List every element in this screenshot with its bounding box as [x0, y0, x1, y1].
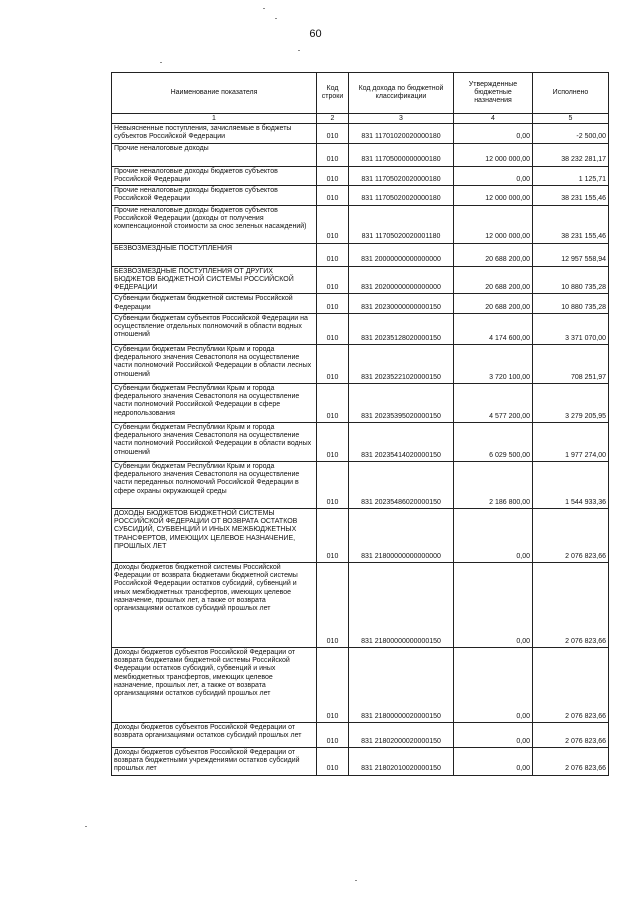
page-number: 60: [309, 28, 322, 40]
row-income-code-cell: 831 20235395020000150: [349, 383, 454, 422]
row-executed-amount-cell: 38 231 155,46: [533, 186, 609, 206]
row-executed-amount-cell: 2 076 823,66: [533, 722, 609, 747]
table-row: [112, 647, 609, 722]
row-approved-amount-cell: 2 186 800,00: [454, 461, 533, 508]
column-number-row: [112, 114, 609, 124]
scan-speck: [160, 62, 162, 63]
header-income-code: Код дохода по бюджетной классификации: [349, 73, 454, 114]
row-approved-amount-cell: 12 000 000,00: [454, 143, 533, 166]
row-line-code-cell: 010: [317, 166, 349, 186]
table-row: [112, 143, 609, 166]
row-name-cell: Субвенции бюджетам бюджетной системы Российской Федерации: [112, 294, 317, 314]
row-approved-amount-cell: 0,00: [454, 747, 533, 775]
row-income-code-cell: 831 20230000000000150: [349, 294, 454, 314]
row-approved-amount-cell: 3 720 100,00: [454, 344, 533, 383]
row-line-code-cell: 010: [317, 313, 349, 344]
row-income-code-cell: 831 21800000020000150: [349, 647, 454, 722]
table-row: [112, 461, 609, 508]
header-line-code: Код строки: [317, 73, 349, 114]
row-executed-amount-cell: 2 076 823,66: [533, 562, 609, 647]
table-row: [112, 205, 609, 243]
row-approved-amount-cell: 20 688 200,00: [454, 294, 533, 314]
row-executed-amount-cell: 38 231 155,46: [533, 205, 609, 243]
row-executed-amount-cell: 3 371 070,00: [533, 313, 609, 344]
column-number: 4: [454, 114, 533, 124]
row-name-cell: Субвенции бюджетам Республики Крым и города федерального значения Севастополя на осуществление части полномочий Российской Федерации в области водных отношений: [112, 422, 317, 461]
row-line-code-cell: 010: [317, 422, 349, 461]
column-number: 3: [349, 114, 454, 124]
scan-speck: [355, 880, 357, 881]
table-row: [112, 344, 609, 383]
table-row: [112, 266, 609, 294]
table-row: [112, 186, 609, 206]
row-name-cell: Прочие неналоговые доходы бюджетов субъектов Российской Федерации: [112, 166, 317, 186]
row-name-cell: Субвенции бюджетам Республики Крым и города федерального значения Севастополя на осуществление части полномочий Российской Федерации в области лесных отношений: [112, 344, 317, 383]
row-approved-amount-cell: 4 577 200,00: [454, 383, 533, 422]
row-executed-amount-cell: 1 544 933,36: [533, 461, 609, 508]
row-line-code-cell: 010: [317, 344, 349, 383]
row-income-code-cell: 831 21802000020000150: [349, 722, 454, 747]
row-executed-amount-cell: 38 232 281,17: [533, 143, 609, 166]
table-row: [112, 166, 609, 186]
row-line-code-cell: 010: [317, 186, 349, 206]
row-line-code-cell: 010: [317, 722, 349, 747]
row-approved-amount-cell: 0,00: [454, 722, 533, 747]
row-executed-amount-cell: 2 076 823,66: [533, 747, 609, 775]
row-name-cell: БЕЗВОЗМЕЗДНЫЕ ПОСТУПЛЕНИЯ: [112, 243, 317, 266]
table-row: [112, 508, 609, 562]
row-line-code-cell: 010: [317, 562, 349, 647]
row-approved-amount-cell: 6 029 500,00: [454, 422, 533, 461]
row-executed-amount-cell: 2 076 823,66: [533, 508, 609, 562]
row-executed-amount-cell: 708 251,97: [533, 344, 609, 383]
row-income-code-cell: 831 20235414020000150: [349, 422, 454, 461]
row-income-code-cell: 831 20235128020000150: [349, 313, 454, 344]
table-row: [112, 243, 609, 266]
table-row: [112, 747, 609, 775]
scan-speck: [275, 18, 277, 19]
column-number: 2: [317, 114, 349, 124]
row-income-code-cell: 831 11705020020001180: [349, 205, 454, 243]
row-income-code-cell: 831 21800000000000000: [349, 508, 454, 562]
row-line-code-cell: 010: [317, 383, 349, 422]
row-name-cell: Доходы бюджетов субъектов Российской Федерации от возврата бюджетными учреждениями остатков субсидий прошлых лет: [112, 747, 317, 775]
row-name-cell: ДОХОДЫ БЮДЖЕТОВ БЮДЖЕТНОЙ СИСТЕМЫ РОССИЙСКОЙ ФЕДЕРАЦИИ ОТ ВОЗВРАТА ОСТАТКОВ СУБСИДИЙ, СУБВЕНЦИЙ И ИНЫХ МЕЖБЮДЖЕТНЫХ ТРАНСФЕРТОВ, ИМЕЮЩИХ ЦЕЛЕВОЕ НАЗНАЧЕНИЕ, ПРОШЛЫХ ЛЕТ: [112, 508, 317, 562]
column-number: 5: [533, 114, 609, 124]
row-executed-amount-cell: 12 957 558,94: [533, 243, 609, 266]
row-approved-amount-cell: 0,00: [454, 508, 533, 562]
scan-speck: [85, 826, 87, 827]
row-line-code-cell: 010: [317, 266, 349, 294]
row-line-code-cell: 010: [317, 143, 349, 166]
row-executed-amount-cell: 3 279 205,95: [533, 383, 609, 422]
scan-speck: [298, 50, 300, 51]
row-income-code-cell: 831 20235221020000150: [349, 344, 454, 383]
row-executed-amount-cell: -2 500,00: [533, 124, 609, 144]
row-approved-amount-cell: 0,00: [454, 562, 533, 647]
row-executed-amount-cell: 1 977 274,00: [533, 422, 609, 461]
row-income-code-cell: 831 11705020020000180: [349, 186, 454, 206]
table-row: [112, 383, 609, 422]
row-executed-amount-cell: 1 125,71: [533, 166, 609, 186]
row-income-code-cell: 831 21800000000000150: [349, 562, 454, 647]
table-row: [112, 422, 609, 461]
table-row: [112, 722, 609, 747]
row-income-code-cell: 831 21802010020000150: [349, 747, 454, 775]
row-executed-amount-cell: 10 880 735,28: [533, 266, 609, 294]
row-income-code-cell: 831 11701020020000180: [349, 124, 454, 144]
row-name-cell: Субвенции бюджетам Республики Крым и города федерального значения Севастополя на осуществление части полномочий Российской Федерации в сфере недропользования: [112, 383, 317, 422]
row-name-cell: Субвенции бюджетам субъектов Российской Федерации на осуществление отдельных полномочий в области водных отношений: [112, 313, 317, 344]
header-executed: Исполнено: [533, 73, 609, 114]
row-approved-amount-cell: 20 688 200,00: [454, 266, 533, 294]
row-line-code-cell: 010: [317, 461, 349, 508]
row-approved-amount-cell: 12 000 000,00: [454, 186, 533, 206]
row-name-cell: Прочие неналоговые доходы: [112, 143, 317, 166]
table-row: [112, 124, 609, 144]
row-approved-amount-cell: 0,00: [454, 647, 533, 722]
row-income-code-cell: 831 20200000000000000: [349, 266, 454, 294]
table-row: [112, 294, 609, 314]
column-number: 1: [112, 114, 317, 124]
row-executed-amount-cell: 2 076 823,66: [533, 647, 609, 722]
row-income-code-cell: 831 11705000000000180: [349, 143, 454, 166]
budget-execution-table: [111, 72, 609, 776]
row-approved-amount-cell: 4 174 600,00: [454, 313, 533, 344]
row-name-cell: Доходы бюджетов субъектов Российской Федерации от возврата бюджетами бюджетной системы Российской Федерации остатков субсидий, субвенций и иных межбюджетных трансфертов, имеющих целевое назначение, прошлых лет, а также от возврата организациями остатков субсидий прошлых лет: [112, 647, 317, 722]
row-line-code-cell: 010: [317, 508, 349, 562]
row-name-cell: Прочие неналоговые доходы бюджетов субъектов Российской Федерации: [112, 186, 317, 206]
row-line-code-cell: 010: [317, 243, 349, 266]
row-line-code-cell: 010: [317, 124, 349, 144]
row-approved-amount-cell: 20 688 200,00: [454, 243, 533, 266]
table-row: [112, 562, 609, 647]
row-name-cell: Субвенции бюджетам Республики Крым и города федерального значения Севастополя на осуществление части переданных полномочий Российской Федерации в сфере охраны окружающей среды: [112, 461, 317, 508]
row-executed-amount-cell: 10 880 735,28: [533, 294, 609, 314]
header-name: Наименование показателя: [112, 73, 317, 114]
row-income-code-cell: 831 11705020020000180: [349, 166, 454, 186]
header-approved: Утвержденные бюджетные назначения: [454, 73, 533, 114]
row-line-code-cell: 010: [317, 647, 349, 722]
row-line-code-cell: 010: [317, 747, 349, 775]
row-approved-amount-cell: 0,00: [454, 166, 533, 186]
table-header-row: [112, 73, 609, 114]
row-name-cell: Прочие неналоговые доходы бюджетов субъектов Российской Федерации (доходы от получения компенсационной стоимости за снос зеленых насаждений): [112, 205, 317, 243]
row-name-cell: Доходы бюджетов субъектов Российской Федерации от возврата организациями остатков субсидий прошлых лет: [112, 722, 317, 747]
row-approved-amount-cell: 12 000 000,00: [454, 205, 533, 243]
scan-speck: [263, 8, 265, 9]
table-row: [112, 313, 609, 344]
row-name-cell: БЕЗВОЗМЕЗДНЫЕ ПОСТУПЛЕНИЯ ОТ ДРУГИХ БЮДЖЕТОВ БЮДЖЕТНОЙ СИСТЕМЫ РОССИЙСКОЙ ФЕДЕРАЦИИ: [112, 266, 317, 294]
row-income-code-cell: 831 20000000000000000: [349, 243, 454, 266]
row-income-code-cell: 831 20235486020000150: [349, 461, 454, 508]
row-line-code-cell: 010: [317, 294, 349, 314]
row-approved-amount-cell: 0,00: [454, 124, 533, 144]
row-name-cell: Невыясненные поступления, зачисляемые в бюджеты субъектов Российской Федерации: [112, 124, 317, 144]
row-name-cell: Доходы бюджетов бюджетной системы Российской Федерации от возврата бюджетами бюджетной системы Российской Федерации остатков субсидий, субвенций и иных межбюджетных трансфертов, имеющих целевое назначение, прошлых лет, а также от возврата организациями остатков субсидий прошлых лет: [112, 562, 317, 647]
row-line-code-cell: 010: [317, 205, 349, 243]
